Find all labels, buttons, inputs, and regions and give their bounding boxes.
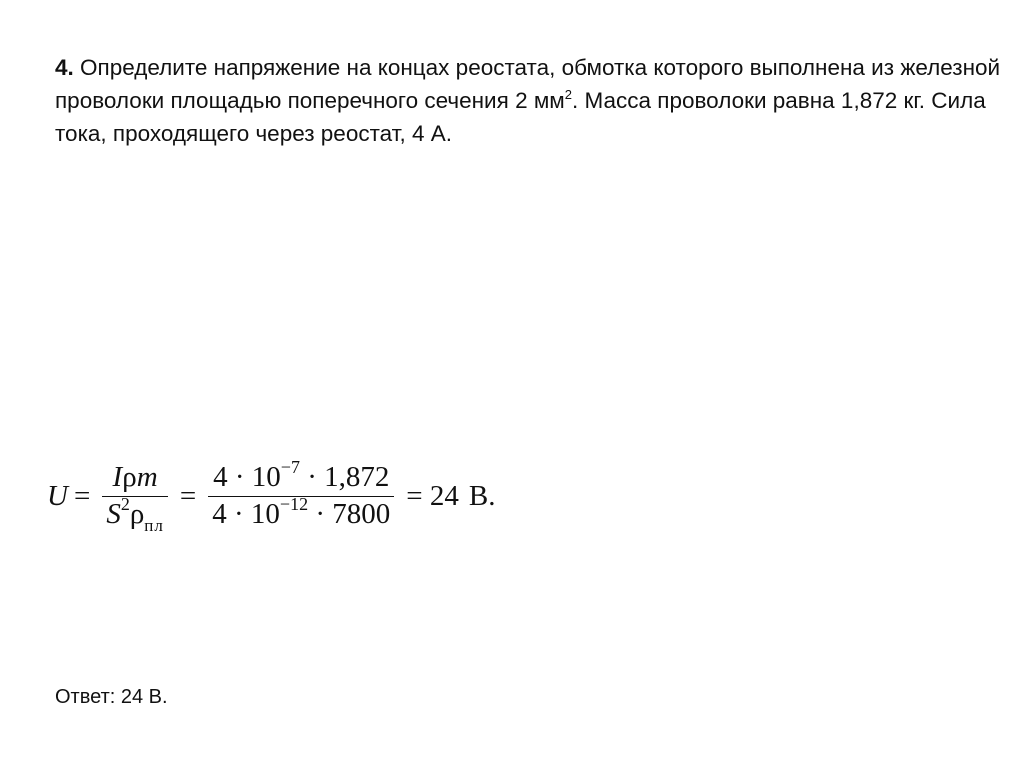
formula-result: = 24 bbox=[406, 479, 459, 512]
symbol-rho-subscript: пл bbox=[144, 515, 164, 535]
formula-equals-2: = bbox=[179, 479, 197, 512]
denominator-exponent: −12 bbox=[279, 493, 309, 514]
fraction-symbolic-denominator bbox=[102, 493, 168, 535]
symbol-S-exponent: 2 bbox=[120, 493, 130, 514]
fraction-symbolic-numerator bbox=[109, 460, 162, 496]
answer-text: Ответ: 24 В. bbox=[55, 686, 168, 708]
formula-equals-1: = bbox=[73, 479, 91, 512]
problem-text-part1: Определите напряжение на концах реостата, обмотка которого выполнена из железной проволоки площадью поперечного сечения 2 мм bbox=[55, 55, 1001, 113]
formula-unit: В. bbox=[468, 479, 496, 512]
fraction-numeric-numerator bbox=[209, 456, 393, 496]
numerator-base: 4 · 10 bbox=[213, 460, 281, 493]
problem-superscript: 2 bbox=[564, 87, 572, 102]
symbol-rho: ρ bbox=[122, 460, 137, 493]
problem-statement bbox=[55, 51, 1005, 150]
problem-number: 4. bbox=[55, 55, 74, 80]
formula-lhs: U bbox=[47, 479, 68, 512]
symbol-rho-pl: ρ bbox=[129, 497, 145, 530]
symbol-I: I bbox=[112, 460, 123, 493]
numerator-exponent: −7 bbox=[280, 456, 300, 477]
numerator-mass: · 1,872 bbox=[299, 460, 390, 493]
formula-fraction-symbolic bbox=[102, 460, 168, 533]
fraction-numeric-denominator bbox=[208, 493, 394, 533]
denominator-base: 4 · 10 bbox=[212, 497, 280, 530]
denominator-density: · 7800 bbox=[308, 497, 391, 530]
symbol-m: m bbox=[136, 460, 158, 493]
formula-fraction-numeric bbox=[208, 456, 394, 533]
symbol-S: S bbox=[106, 497, 121, 530]
solution-formula bbox=[47, 455, 495, 537]
problem-text-part2: . Масса проволоки равна 1,872 кг. Сила тока, проходящего через реостат, 4 А. bbox=[55, 88, 986, 146]
